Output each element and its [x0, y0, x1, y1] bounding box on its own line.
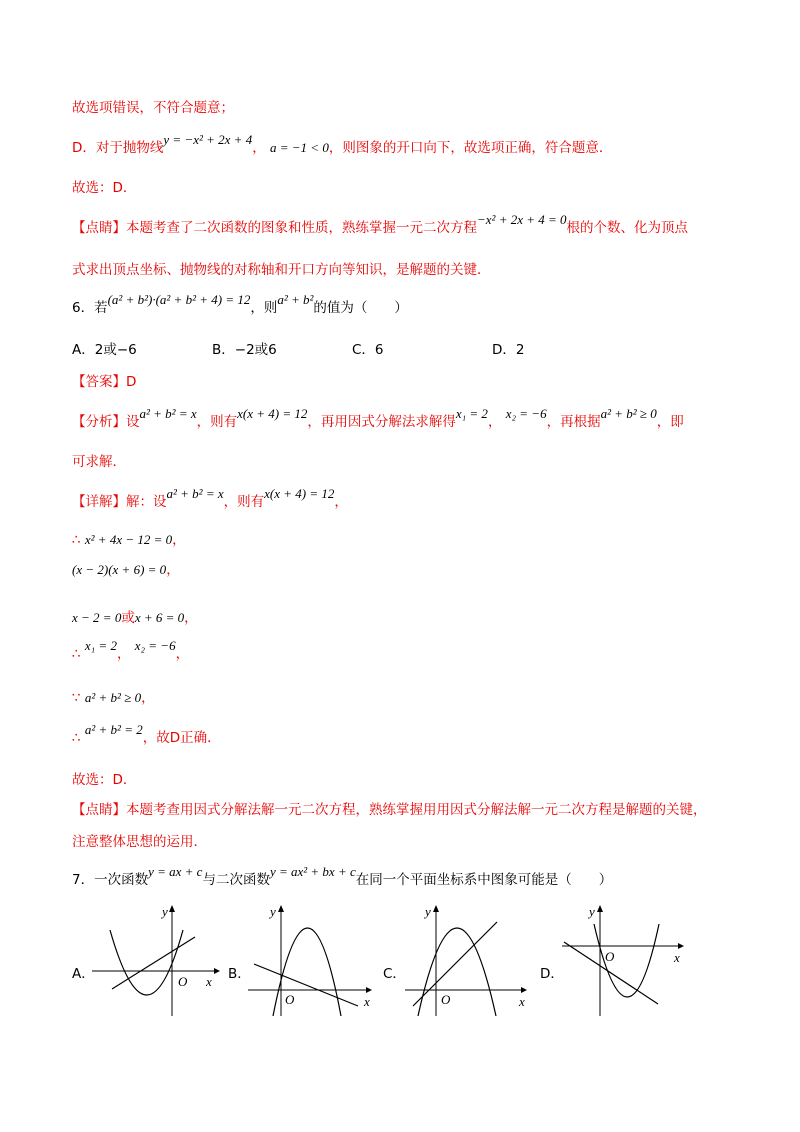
math-expression: (a² + b²)·(a² + b² + 4) = 12	[107, 292, 251, 307]
step-line: ∴ a² + b² = 2，故D正确．	[72, 722, 221, 746]
text-line: 【点睛】本题考查了二次函数的图象和性质，熟练掌握一元二次方程−x² + 2x + 4 = 0根的个数、化为顶点	[72, 212, 689, 236]
text-line: 故选：D．	[72, 772, 137, 788]
question-7-stem: 7．一次函数y = ax + c与二次函数y = ax² + bx + c在同一个平面坐标系中图象可能是（ ）	[72, 864, 613, 888]
x-axis-label: x	[206, 974, 212, 989]
option-c-label: C．	[383, 966, 406, 982]
x-axis-arrow	[521, 987, 527, 993]
option-b-label: B．	[228, 966, 251, 982]
text-line: 式求出顶点坐标、抛物线的对称轴和开口方向等知识，是解题的关键．	[72, 262, 491, 278]
point-line: 【点睛】本题考查用因式分解法解一元二次方程，熟练掌握用用因式分解法解一元二次方程是解题的关键，	[72, 802, 707, 818]
graph-a	[92, 900, 222, 1018]
y-axis-arrow	[597, 905, 603, 912]
x-axis-arrow	[214, 968, 220, 974]
math-expression: a = −1 < 0	[270, 140, 329, 155]
graph-d	[562, 900, 692, 1018]
x-axis-arrow	[678, 943, 684, 949]
step-line: ∴ x₁ = 2， x₂ = −6，	[72, 638, 190, 662]
origin-label: O	[285, 992, 295, 1007]
option-a: A．2或−6	[72, 342, 137, 358]
math-expression: y = ax + c	[148, 864, 203, 879]
x-axis-arrow	[366, 987, 372, 993]
x-axis-label: x	[364, 994, 370, 1009]
y-axis-arrow	[433, 905, 439, 912]
graph-b	[248, 900, 378, 1018]
parabola-curve	[418, 928, 496, 1016]
point-line: 注意整体思想的运用．	[72, 834, 207, 850]
question-6-options	[72, 340, 524, 360]
tag-label: 【点睛】	[72, 220, 126, 236]
origin-label: O	[605, 949, 615, 964]
graph-c	[405, 900, 535, 1018]
parabola-curve	[594, 924, 659, 997]
detail-line: 【详解】解：设a² + b² = x，则有x(x + 4) = 12，	[72, 486, 348, 510]
tag-label: 【详解】	[72, 494, 126, 510]
y-axis-label: y	[589, 904, 595, 919]
math-expression: −x² + 2x + 4 = 0	[477, 212, 567, 227]
y-axis-arrow	[169, 905, 175, 912]
math-expression: y = −x² + 2x + 4	[163, 132, 253, 147]
origin-label: O	[441, 992, 451, 1007]
text-line: 故选项错误，不符合题意；	[72, 100, 234, 116]
analysis-line: 可求解．	[72, 454, 126, 470]
question-6-stem: 6．若(a² + b²)·(a² + b² + 4) = 12，则a² + b²的值为（ ）	[72, 292, 408, 316]
option-b: B．−2或6	[212, 342, 277, 358]
parabola-curve	[273, 928, 341, 1016]
answer-line: 【答案】D	[72, 374, 137, 390]
y-axis-label: y	[162, 904, 168, 919]
option-d: D．2	[492, 342, 525, 358]
tag-label: 【分析】	[72, 414, 126, 430]
option-a-label: A．	[72, 966, 95, 982]
text-line: D．对于抛物线y = −x² + 2x + 4， a = −1 < 0，则图象的开口向下，故选项正确，符合题意．	[72, 132, 613, 156]
tag-label: 【答案】	[72, 374, 126, 390]
tag-label: 【点睛】	[72, 802, 126, 818]
y-axis-arrow	[278, 905, 284, 912]
step-line: ∵ a² + b² ≥ 0，	[72, 690, 155, 706]
step-line: x − 2 = 0或x + 6 = 0，	[72, 610, 198, 626]
line-graph	[413, 922, 497, 1006]
x-axis-label: x	[519, 994, 525, 1009]
option-d-label: D．	[540, 966, 564, 982]
math-expression: y = ax² + bx + c	[269, 864, 356, 879]
line-graph	[254, 964, 358, 1006]
step-line: (x − 2)(x + 6) = 0，	[72, 562, 180, 578]
math-expression: a² + b²	[277, 292, 314, 307]
x-axis-label: x	[674, 950, 680, 965]
analysis-line: 【分析】设a² + b² = x，则有x(x + 4) = 12，再用因式分解法求解得x₁ = 2， x₂ = −6，再根据a² + b² ≥ 0，即	[72, 406, 684, 430]
step-line: ∴ x² + 4x − 12 = 0，	[72, 532, 186, 548]
option-c: C．6	[352, 342, 384, 358]
y-axis-label: y	[270, 904, 276, 919]
origin-label: O	[178, 974, 188, 989]
text-line: 故选：D．	[72, 180, 137, 196]
y-axis-label: y	[425, 904, 431, 919]
